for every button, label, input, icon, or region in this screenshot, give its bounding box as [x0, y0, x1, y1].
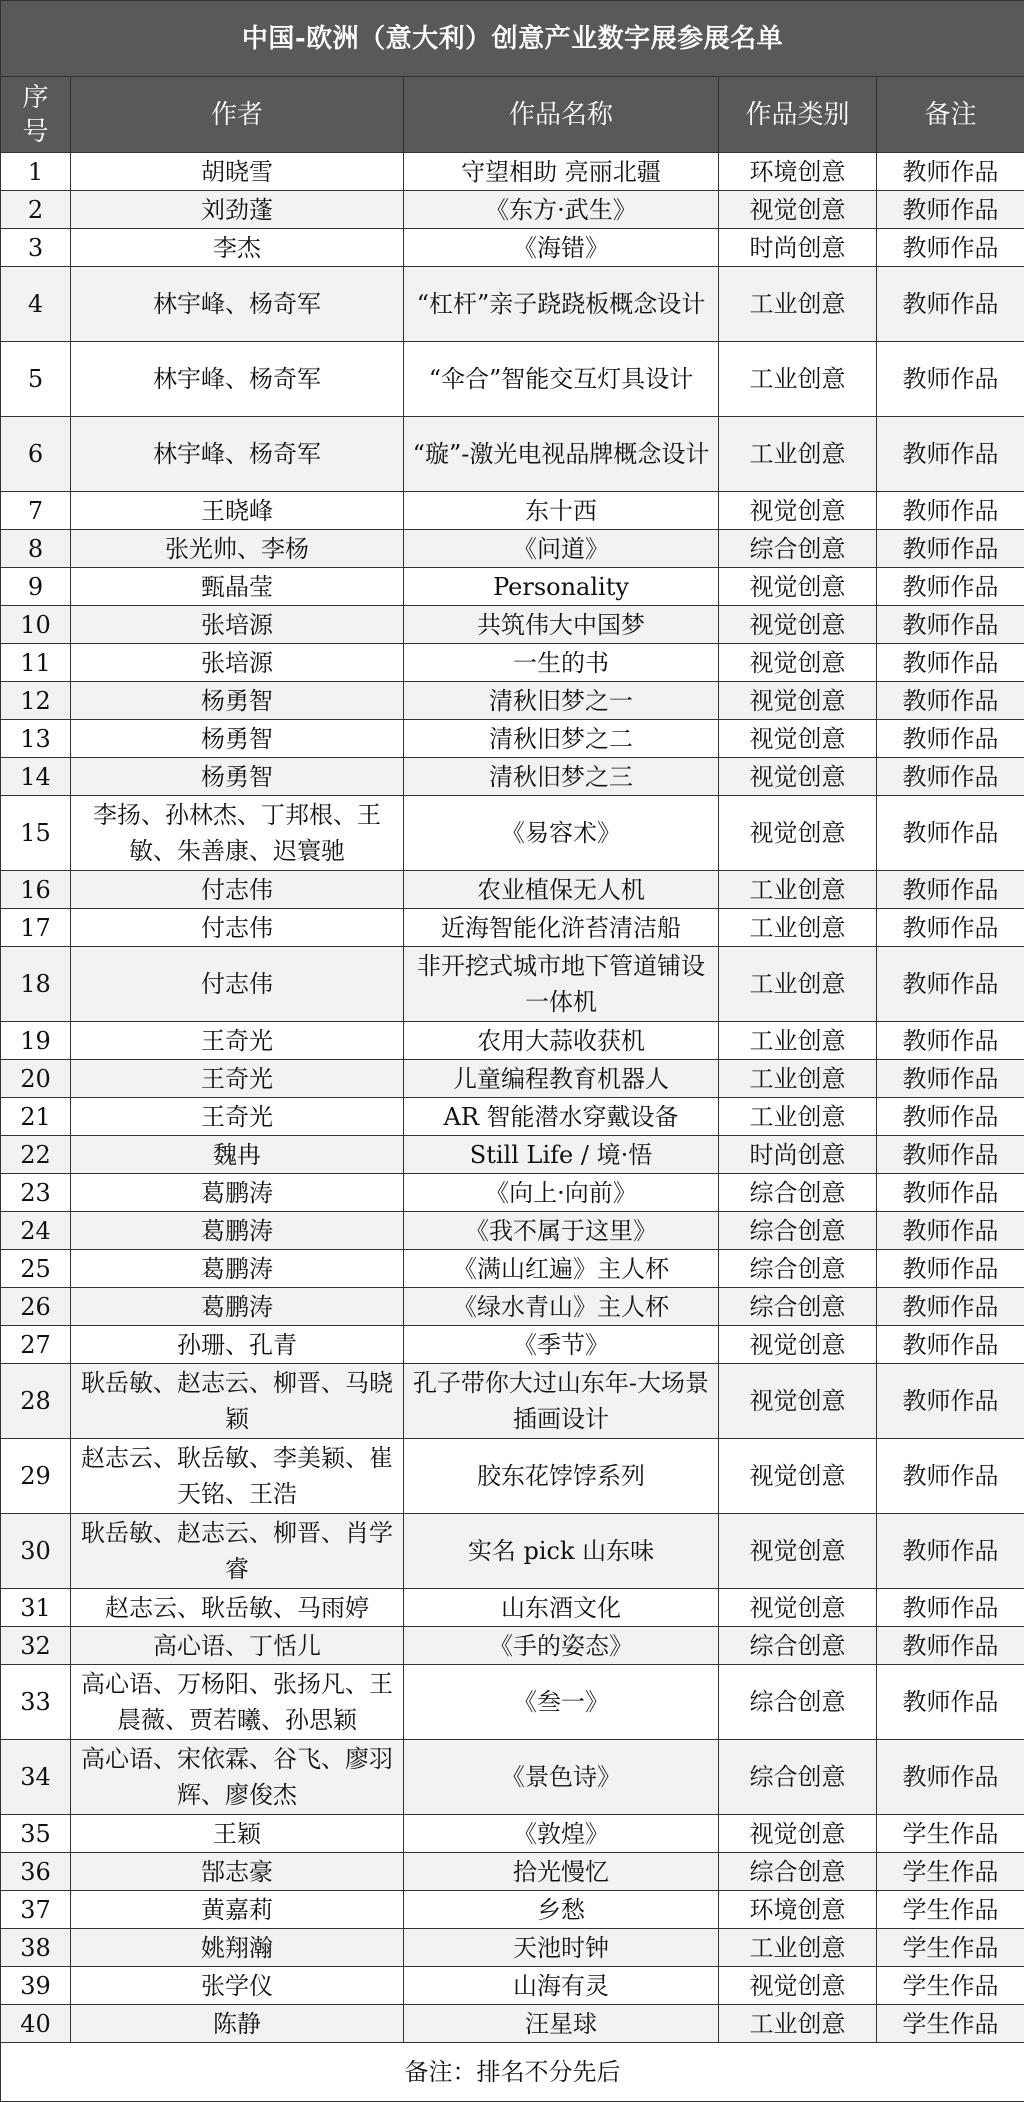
cell-author: 林宇峰、杨奇军	[71, 342, 404, 417]
cell-author: 高心语、宋依霖、谷飞、廖羽辉、廖俊杰	[71, 1740, 404, 1815]
cell-number: 24	[1, 1212, 71, 1250]
cell-category: 视觉创意	[719, 191, 877, 229]
table-row	[1, 1136, 1024, 1174]
table-row	[1, 644, 1024, 682]
cell-number: 22	[1, 1136, 71, 1174]
cell-category: 工业创意	[719, 417, 877, 492]
cell-note: 教师作品	[877, 871, 1024, 909]
cell-author: 张学仪	[71, 1967, 404, 2005]
cell-work-title: 东十西	[404, 492, 719, 530]
cell-author: 陈静	[71, 2005, 404, 2043]
header-category: 作品类别	[719, 77, 877, 153]
cell-work-title: 《我不属于这里》	[404, 1212, 719, 1250]
cell-number: 28	[1, 1364, 71, 1439]
cell-category: 综合创意	[719, 1740, 877, 1815]
cell-work-title: 《绿水青山》主人杯	[404, 1288, 719, 1326]
cell-number: 10	[1, 606, 71, 644]
cell-work-title: 孔子带你大过山东年-大场景插画设计	[404, 1364, 719, 1439]
table-row	[1, 758, 1024, 796]
cell-note: 教师作品	[877, 682, 1024, 720]
cell-note: 教师作品	[877, 1439, 1024, 1514]
cell-category: 时尚创意	[719, 229, 877, 267]
cell-author: 郜志豪	[71, 1853, 404, 1891]
cell-number: 3	[1, 229, 71, 267]
cell-work-title: 《问道》	[404, 530, 719, 568]
table-row	[1, 1853, 1024, 1891]
table-row	[1, 267, 1024, 342]
cell-category: 综合创意	[719, 1627, 877, 1665]
cell-work-title: 一生的书	[404, 644, 719, 682]
cell-category: 视觉创意	[719, 1815, 877, 1853]
cell-category: 视觉创意	[719, 720, 877, 758]
cell-number: 5	[1, 342, 71, 417]
table-row	[1, 2005, 1024, 2043]
cell-category: 工业创意	[719, 267, 877, 342]
cell-note: 教师作品	[877, 267, 1024, 342]
cell-category: 工业创意	[719, 1060, 877, 1098]
cell-number: 37	[1, 1891, 71, 1929]
table-row	[1, 1439, 1024, 1514]
cell-author: 葛鹏涛	[71, 1174, 404, 1212]
cell-category: 视觉创意	[719, 1967, 877, 2005]
cell-author: 葛鹏涛	[71, 1250, 404, 1288]
cell-author: 张培源	[71, 606, 404, 644]
table-row	[1, 606, 1024, 644]
cell-number: 27	[1, 1326, 71, 1364]
cell-number: 34	[1, 1740, 71, 1815]
cell-author: 刘劲蓬	[71, 191, 404, 229]
cell-note: 教师作品	[877, 758, 1024, 796]
cell-note: 学生作品	[877, 2005, 1024, 2043]
cell-work-title: 天池时钟	[404, 1929, 719, 1967]
cell-author: 王晓峰	[71, 492, 404, 530]
cell-number: 33	[1, 1665, 71, 1740]
cell-number: 12	[1, 682, 71, 720]
cell-work-title: 《满山红遍》主人杯	[404, 1250, 719, 1288]
cell-note: 教师作品	[877, 1250, 1024, 1288]
cell-author: 赵志云、耿岳敏、马雨婷	[71, 1589, 404, 1627]
cell-work-title: “伞合”智能交互灯具设计	[404, 342, 719, 417]
cell-number: 4	[1, 267, 71, 342]
cell-number: 11	[1, 644, 71, 682]
cell-note: 学生作品	[877, 1891, 1024, 1929]
cell-author: 杨勇智	[71, 682, 404, 720]
header-author: 作者	[71, 77, 404, 153]
cell-author: 付志伟	[71, 947, 404, 1022]
cell-note: 教师作品	[877, 568, 1024, 606]
cell-work-title: AR 智能潜水穿戴设备	[404, 1098, 719, 1136]
cell-note: 学生作品	[877, 1929, 1024, 1967]
cell-category: 视觉创意	[719, 1589, 877, 1627]
cell-category: 环境创意	[719, 1891, 877, 1929]
cell-author: 林宇峰、杨奇军	[71, 417, 404, 492]
cell-author: 耿岳敏、赵志云、柳晋、肖学睿	[71, 1514, 404, 1589]
cell-author: 张光帅、李杨	[71, 530, 404, 568]
cell-author: 耿岳敏、赵志云、柳晋、马晓颖	[71, 1364, 404, 1439]
header-number: 序号	[1, 77, 71, 153]
table-row	[1, 682, 1024, 720]
table-row	[1, 909, 1024, 947]
cell-category: 视觉创意	[719, 1439, 877, 1514]
cell-category: 工业创意	[719, 947, 877, 1022]
cell-category: 综合创意	[719, 530, 877, 568]
cell-category: 视觉创意	[719, 1326, 877, 1364]
cell-work-title: 拾光慢忆	[404, 1853, 719, 1891]
cell-category: 综合创意	[719, 1288, 877, 1326]
table-row	[1, 568, 1024, 606]
cell-author: 付志伟	[71, 909, 404, 947]
cell-number: 31	[1, 1589, 71, 1627]
cell-note: 学生作品	[877, 1853, 1024, 1891]
cell-category: 视觉创意	[719, 1364, 877, 1439]
cell-work-title: 守望相助 亮丽北疆	[404, 153, 719, 191]
cell-note: 教师作品	[877, 947, 1024, 1022]
cell-category: 工业创意	[719, 2005, 877, 2043]
cell-author: 林宇峰、杨奇军	[71, 267, 404, 342]
cell-category: 工业创意	[719, 1929, 877, 1967]
cell-author: 黄嘉莉	[71, 1891, 404, 1929]
table-row	[1, 1212, 1024, 1250]
cell-work-title: 《叁一》	[404, 1665, 719, 1740]
cell-work-title: 《景色诗》	[404, 1740, 719, 1815]
table-row	[1, 1250, 1024, 1288]
cell-number: 23	[1, 1174, 71, 1212]
cell-category: 环境创意	[719, 153, 877, 191]
cell-note: 学生作品	[877, 1815, 1024, 1853]
cell-author: 付志伟	[71, 871, 404, 909]
table-row	[1, 1326, 1024, 1364]
cell-work-title: Still Life / 境·悟	[404, 1136, 719, 1174]
table-row	[1, 1174, 1024, 1212]
cell-number: 21	[1, 1098, 71, 1136]
cell-work-title: 共筑伟大中国梦	[404, 606, 719, 644]
table-row	[1, 1514, 1024, 1589]
cell-number: 15	[1, 796, 71, 871]
cell-note: 教师作品	[877, 796, 1024, 871]
cell-number: 40	[1, 2005, 71, 2043]
table-row	[1, 191, 1024, 229]
table-row	[1, 947, 1024, 1022]
table-row	[1, 1627, 1024, 1665]
cell-author: 高心语、丁恬儿	[71, 1627, 404, 1665]
cell-work-title: 山海有灵	[404, 1967, 719, 2005]
table-row	[1, 1929, 1024, 1967]
table-row	[1, 1022, 1024, 1060]
table-row	[1, 1665, 1024, 1740]
cell-work-title: 清秋旧梦之二	[404, 720, 719, 758]
cell-number: 30	[1, 1514, 71, 1589]
cell-note: 教师作品	[877, 720, 1024, 758]
cell-author: 王奇光	[71, 1098, 404, 1136]
cell-author: 王奇光	[71, 1060, 404, 1098]
cell-category: 工业创意	[719, 1022, 877, 1060]
cell-work-title: 儿童编程教育机器人	[404, 1060, 719, 1098]
cell-work-title: 汪星球	[404, 2005, 719, 2043]
cell-author: 王奇光	[71, 1022, 404, 1060]
cell-category: 工业创意	[719, 909, 877, 947]
table-body	[1, 153, 1024, 2043]
cell-number: 20	[1, 1060, 71, 1098]
header-row	[1, 77, 1024, 153]
cell-number: 7	[1, 492, 71, 530]
cell-category: 工业创意	[719, 871, 877, 909]
cell-author: 姚翔瀚	[71, 1929, 404, 1967]
cell-category: 综合创意	[719, 1174, 877, 1212]
cell-author: 葛鹏涛	[71, 1288, 404, 1326]
cell-work-title: 《季节》	[404, 1326, 719, 1364]
cell-work-title: 清秋旧梦之三	[404, 758, 719, 796]
cell-author: 杨勇智	[71, 720, 404, 758]
cell-work-title: 《向上·向前》	[404, 1174, 719, 1212]
cell-number: 8	[1, 530, 71, 568]
cell-note: 教师作品	[877, 1326, 1024, 1364]
cell-category: 视觉创意	[719, 682, 877, 720]
cell-number: 2	[1, 191, 71, 229]
cell-work-title: 胶东花饽饽系列	[404, 1439, 719, 1514]
cell-number: 25	[1, 1250, 71, 1288]
cell-category: 视觉创意	[719, 606, 877, 644]
cell-work-title: 清秋旧梦之一	[404, 682, 719, 720]
cell-note: 教师作品	[877, 1136, 1024, 1174]
cell-author: 李杰	[71, 229, 404, 267]
cell-category: 综合创意	[719, 1250, 877, 1288]
cell-author: 李扬、孙林杰、丁邦根、王敏、朱善康、迟寰驰	[71, 796, 404, 871]
cell-note: 教师作品	[877, 1060, 1024, 1098]
cell-category: 综合创意	[719, 1665, 877, 1740]
cell-author: 魏冉	[71, 1136, 404, 1174]
cell-work-title: 《易容术》	[404, 796, 719, 871]
table-row	[1, 1740, 1024, 1815]
cell-note: 教师作品	[877, 191, 1024, 229]
cell-work-title: 《东方·武生》	[404, 191, 719, 229]
cell-number: 16	[1, 871, 71, 909]
cell-number: 17	[1, 909, 71, 947]
cell-author: 杨勇智	[71, 758, 404, 796]
cell-work-title: 实名 pick 山东味	[404, 1514, 719, 1589]
cell-note: 教师作品	[877, 342, 1024, 417]
table-title: 中国-欧洲（意大利）创意产业数字展参展名单	[1, 1, 1024, 77]
cell-note: 教师作品	[877, 153, 1024, 191]
cell-number: 13	[1, 720, 71, 758]
cell-category: 综合创意	[719, 1212, 877, 1250]
table-row	[1, 1967, 1024, 2005]
cell-number: 9	[1, 568, 71, 606]
table-row	[1, 1815, 1024, 1853]
cell-category: 视觉创意	[719, 644, 877, 682]
cell-number: 39	[1, 1967, 71, 2005]
cell-work-title: 农业植保无人机	[404, 871, 719, 909]
cell-note: 教师作品	[877, 417, 1024, 492]
cell-note: 学生作品	[877, 1967, 1024, 2005]
table-row	[1, 796, 1024, 871]
cell-note: 教师作品	[877, 229, 1024, 267]
cell-author: 孙珊、孔青	[71, 1326, 404, 1364]
table-row	[1, 1364, 1024, 1439]
cell-author: 赵志云、耿岳敏、李美颖、崔天铭、王浩	[71, 1439, 404, 1514]
cell-work-title: “璇”-激光电视品牌概念设计	[404, 417, 719, 492]
table-row	[1, 1891, 1024, 1929]
cell-note: 教师作品	[877, 492, 1024, 530]
cell-note: 教师作品	[877, 644, 1024, 682]
cell-note: 教师作品	[877, 1740, 1024, 1815]
cell-number: 1	[1, 153, 71, 191]
cell-number: 29	[1, 1439, 71, 1514]
cell-note: 教师作品	[877, 530, 1024, 568]
cell-note: 教师作品	[877, 1364, 1024, 1439]
cell-work-title: “杠杆”亲子跷跷板概念设计	[404, 267, 719, 342]
cell-author: 高心语、万杨阳、张扬凡、王晨薇、贾若曦、孙思颖	[71, 1665, 404, 1740]
cell-number: 32	[1, 1627, 71, 1665]
cell-category: 工业创意	[719, 1098, 877, 1136]
cell-note: 教师作品	[877, 1514, 1024, 1589]
table-row	[1, 1288, 1024, 1326]
cell-number: 38	[1, 1929, 71, 1967]
cell-work-title: 非开挖式城市地下管道铺设一体机	[404, 947, 719, 1022]
cell-category: 视觉创意	[719, 758, 877, 796]
cell-work-title: Personality	[404, 568, 719, 606]
cell-work-title: 《海错》	[404, 229, 719, 267]
cell-category: 视觉创意	[719, 492, 877, 530]
cell-number: 36	[1, 1853, 71, 1891]
cell-note: 教师作品	[877, 1665, 1024, 1740]
cell-category: 视觉创意	[719, 796, 877, 871]
header-note: 备注	[877, 77, 1024, 153]
table-row	[1, 229, 1024, 267]
cell-note: 教师作品	[877, 909, 1024, 947]
cell-work-title: 近海智能化浒苔清洁船	[404, 909, 719, 947]
table-row	[1, 342, 1024, 417]
cell-author: 葛鹏涛	[71, 1212, 404, 1250]
cell-note: 教师作品	[877, 1589, 1024, 1627]
cell-number: 14	[1, 758, 71, 796]
cell-category: 视觉创意	[719, 1514, 877, 1589]
cell-number: 18	[1, 947, 71, 1022]
cell-note: 教师作品	[877, 606, 1024, 644]
table-row	[1, 1589, 1024, 1627]
cell-work-title: 《手的姿态》	[404, 1627, 719, 1665]
table-row	[1, 1098, 1024, 1136]
cell-note: 教师作品	[877, 1098, 1024, 1136]
table-row	[1, 1060, 1024, 1098]
cell-number: 35	[1, 1815, 71, 1853]
cell-note: 教师作品	[877, 1288, 1024, 1326]
table-row	[1, 530, 1024, 568]
cell-number: 26	[1, 1288, 71, 1326]
table-row	[1, 153, 1024, 191]
table-row	[1, 871, 1024, 909]
cell-author: 张培源	[71, 644, 404, 682]
table-row	[1, 417, 1024, 492]
cell-work-title: 乡愁	[404, 1891, 719, 1929]
footer-note: 备注：排名不分先后	[1, 2043, 1024, 2102]
cell-category: 视觉创意	[719, 568, 877, 606]
cell-number: 6	[1, 417, 71, 492]
cell-category: 时尚创意	[719, 1136, 877, 1174]
cell-author: 甄晶莹	[71, 568, 404, 606]
cell-note: 教师作品	[877, 1627, 1024, 1665]
cell-work-title: 农用大蒜收获机	[404, 1022, 719, 1060]
cell-category: 工业创意	[719, 342, 877, 417]
cell-note: 教师作品	[877, 1212, 1024, 1250]
cell-note: 教师作品	[877, 1022, 1024, 1060]
cell-number: 19	[1, 1022, 71, 1060]
table-row	[1, 720, 1024, 758]
cell-category: 综合创意	[719, 1853, 877, 1891]
cell-note: 教师作品	[877, 1174, 1024, 1212]
cell-work-title: 《敦煌》	[404, 1815, 719, 1853]
cell-author: 胡晓雪	[71, 153, 404, 191]
header-work-title: 作品名称	[404, 77, 719, 153]
cell-work-title: 山东酒文化	[404, 1589, 719, 1627]
cell-author: 王颖	[71, 1815, 404, 1853]
table-row	[1, 492, 1024, 530]
